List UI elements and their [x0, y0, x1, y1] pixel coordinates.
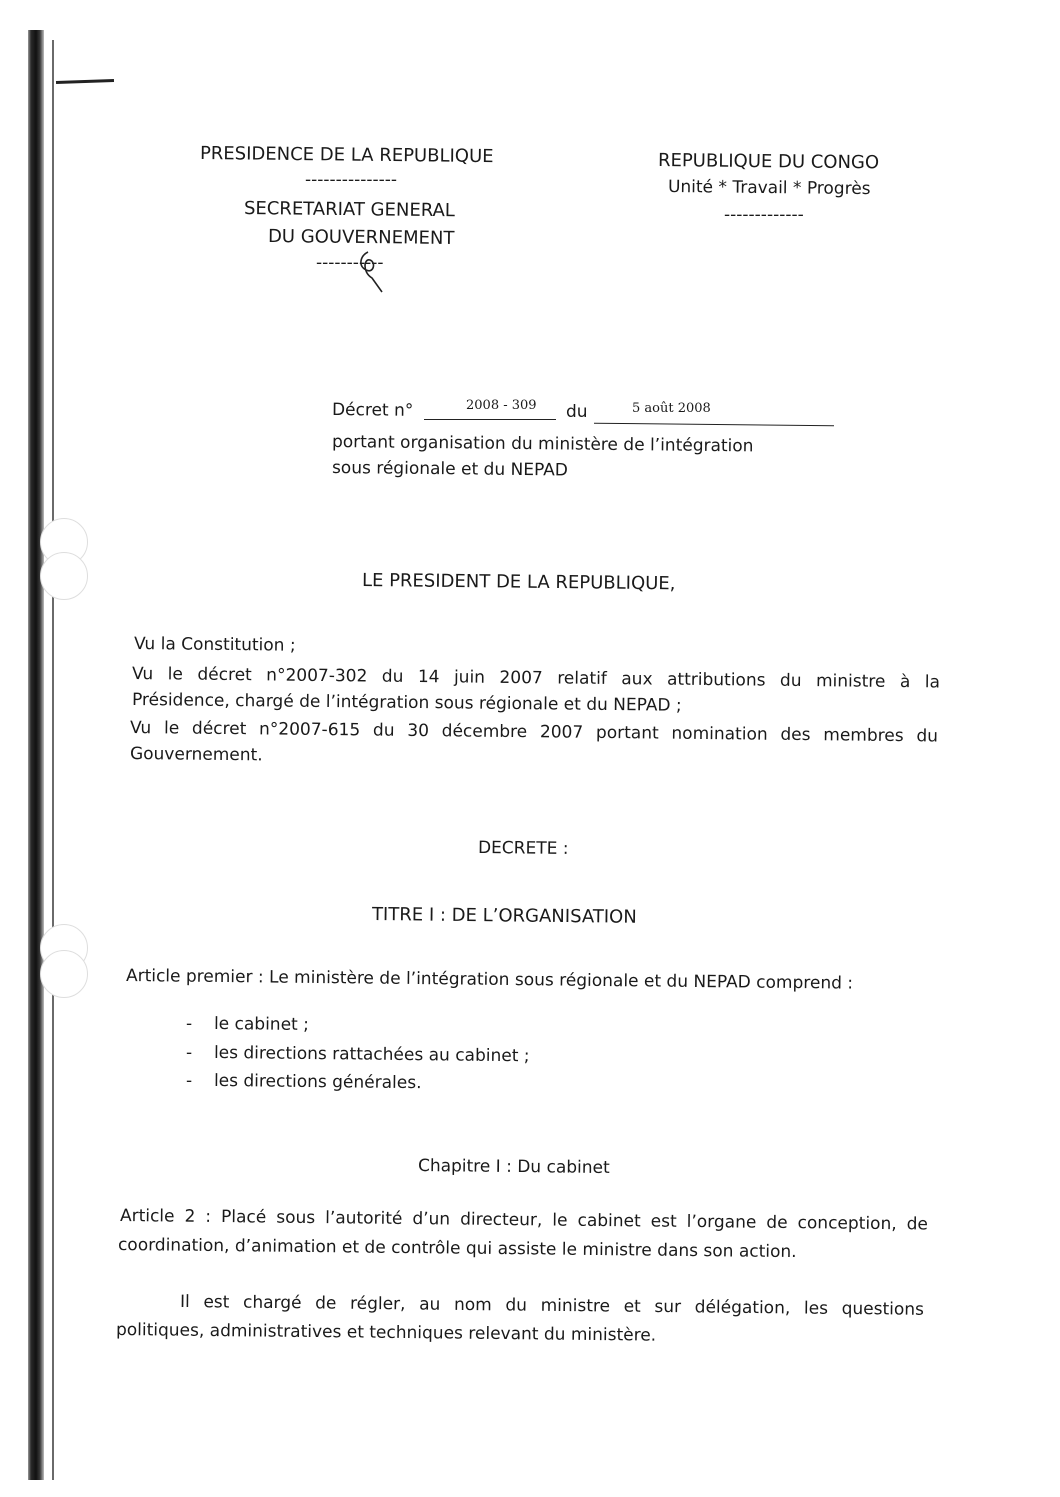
- decree-subject: portant organisation du ministère de l’intégration: [331, 432, 754, 457]
- header-gouvernement: DU GOUVERNEMENT: [267, 226, 455, 249]
- visa-decree-302: Vu le décret n°2007-302 du 14 juin 2007 relatif aux attributions du ministre à la: [131, 664, 941, 693]
- chapitre-heading: Chapitre I : Du cabinet: [417, 1156, 610, 1179]
- article-label: Article premier: [125, 966, 253, 988]
- pen-mark: [56, 79, 114, 84]
- punch-hole: [40, 552, 88, 600]
- authority-heading: LE PRESIDENT DE LA REPUBLIQUE,: [361, 570, 676, 595]
- list-item: le cabinet ;: [213, 1014, 310, 1035]
- visa-decree-615: Gouvernement.: [129, 744, 263, 766]
- list-bullet: -: [186, 1071, 193, 1091]
- signature-mark: [350, 248, 390, 294]
- article-text: : Placé sous l’autorité d’un directeur, le cabinet est l’organe de conception, de: [195, 1206, 929, 1235]
- decree-date: 5 août 2008: [632, 401, 711, 416]
- header-motto: Unité * Travail * Progrès: [667, 177, 871, 200]
- header-separator: -------------: [724, 205, 804, 225]
- decrete-heading: DECRETE :: [477, 838, 569, 859]
- header-presidence: PRESIDENCE DE LA REPUBLIQUE: [199, 143, 494, 168]
- list-bullet: -: [186, 1043, 193, 1063]
- visa-constitution: Vu la Constitution ;: [133, 634, 296, 656]
- titre-heading: TITRE I : DE L’ORGANISATION: [371, 904, 637, 928]
- decree-prefix: Décret n°: [331, 400, 414, 421]
- visa-decree-302: Présidence, chargé de l’intégration sous régionale et du NEPAD ;: [131, 690, 682, 716]
- header-secretariat: SECRETARIAT GENERAL: [243, 198, 455, 222]
- decree-du: du: [566, 402, 588, 422]
- scan-binding-edge: [28, 30, 44, 1480]
- list-bullet: -: [186, 1014, 193, 1034]
- decree-number-line: [424, 419, 556, 420]
- list-item: les directions rattachées au cabinet ;: [213, 1043, 530, 1067]
- article-1: [126, 966, 853, 994]
- visa-decree-615: Vu le décret n°2007-615 du 30 décembre 2007 portant nomination des membres du: [129, 718, 939, 747]
- punch-hole: [40, 950, 88, 998]
- article-label: Article 2: [119, 1206, 196, 1227]
- list-item: les directions générales.: [213, 1071, 422, 1094]
- article-2-paragraph: politiques, administratives et techniques relevant du ministère.: [115, 1320, 657, 1346]
- article-2-text: coordination, d’animation et de contrôle qui assiste le ministre dans son action.: [117, 1235, 797, 1263]
- article-2-paragraph: Il est chargé de régler, au nom du ministre et sur délégation, les questions: [179, 1292, 925, 1320]
- decree-date-line: [594, 423, 834, 427]
- decree-number: 2008 - 309: [466, 398, 537, 413]
- article-2: [120, 1206, 928, 1234]
- decree-subject: sous régionale et du NEPAD: [331, 458, 568, 481]
- header-republique: REPUBLIQUE DU CONGO: [657, 150, 880, 174]
- header-separator: ---------------: [305, 170, 398, 190]
- scan-binding-line: [52, 40, 54, 1480]
- article-text: : Le ministère de l’intégration sous régionale et du NEPAD comprend :: [252, 967, 854, 994]
- header-separator: -----------: [316, 253, 384, 273]
